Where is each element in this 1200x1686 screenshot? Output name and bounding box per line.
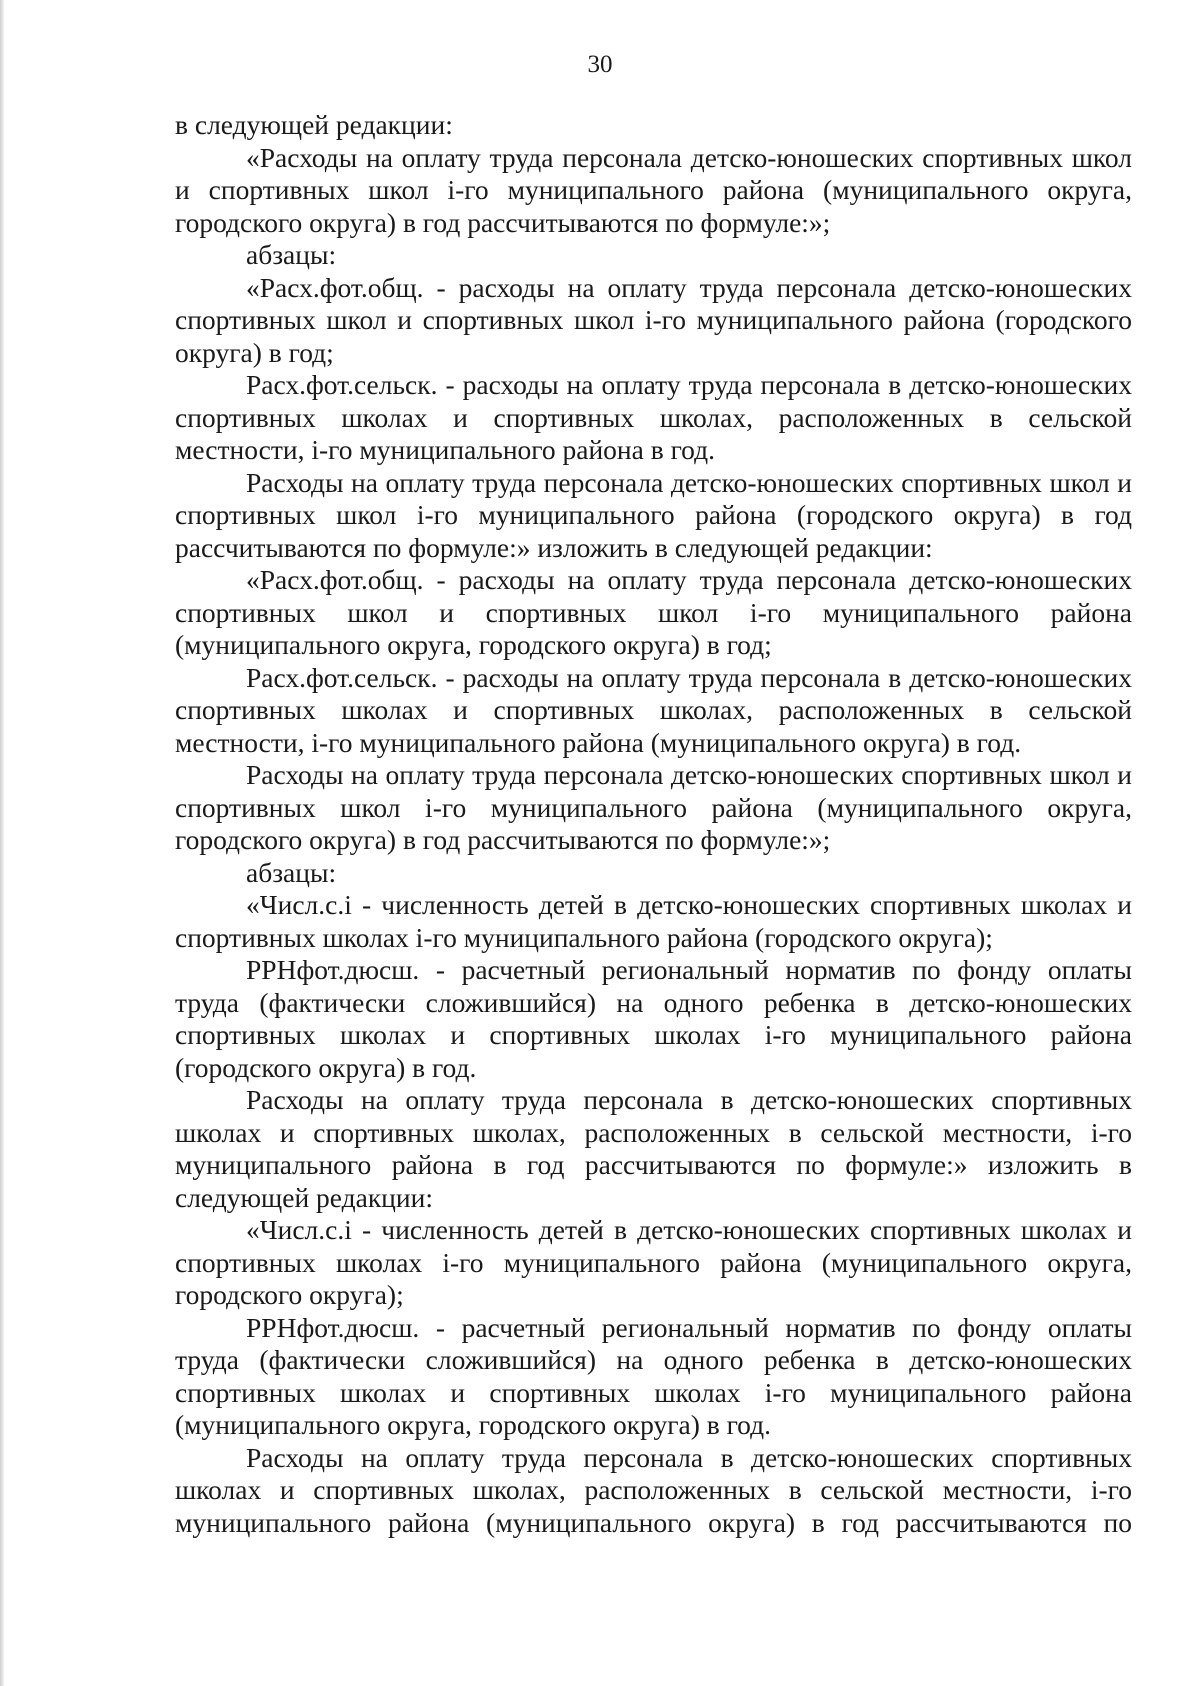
- paragraph: «Расходы на оплату труда персонала детско-юношеских спортивных школ и спортивных школ i-го муниципального района (муниципального округа, городского округа) в год рассчитываются по формуле:»;: [175, 141, 1132, 238]
- paragraph: «Расх.фот.общ. - расходы на оплату труда персонала детско-юношеских спортивных школ и спортивных школ i-го муниципального района (городского округа) в год;: [175, 271, 1132, 368]
- scan-edge: [0, 0, 4, 1686]
- paragraph: «Числ.с.i - численность детей в детско-юношеских спортивных школах и спортивных школах i-го муниципального района (муниципального округа, городского округа);: [175, 1214, 1132, 1310]
- paragraph: «Расх.фот.общ. - расходы на оплату труда персонала детско-юношеских спортивных школ и спортивных школ i-го муниципального района (муниципального округа, городского округа) в год;: [175, 564, 1132, 660]
- paragraph: абзацы:: [246, 239, 337, 270]
- paragraph: абзацы:: [246, 856, 337, 888]
- paragraph: РРНфот.дюсш. - расчетный региональный норматив по фонду оплаты труда (фактически сложившийся) на одного ребенка в детско-юношеских спортивных школах и спортивных школах i-го муниципального района (городского округа) в год.: [175, 954, 1132, 1083]
- paragraph: Расх.фот.сельск. - расходы на оплату труда персонала в детско-юношеских спортивных школах и спортивных школах, расположенных в сельской местности, i-го муниципального района (муниципального округа) в год.: [175, 661, 1132, 758]
- paragraph: Расходы на оплату труда персонала детско-юношеских спортивных школ и спортивных школ i-го муниципального района (муниципального округа, городского округа) в год рассчитываются по формуле:»;: [175, 759, 1132, 855]
- document-body: [175, 109, 1132, 1539]
- paragraph: Расходы на оплату труда персонала в детско-юношеских спортивных школах и спортивных школах, расположенных в сельской местности, i-го муниципального района в год рассчитываются по формуле:» изложить в следующей редакции:: [175, 1084, 1132, 1213]
- paragraph: «Числ.с.i - численность детей в детско-юношеских спортивных школах и спортивных школах i-го муниципального района (городского округа);: [175, 889, 1132, 953]
- paragraph: РРНфот.дюсш. - расчетный региональный норматив по фонду оплаты труда (фактически сложившийся) на одного ребенка в детско-юношеских спортивных школах и спортивных школах i-го муниципального района (муниципального округа, городского округа) в год.: [175, 1311, 1132, 1440]
- paragraph: в следующей редакции:: [175, 109, 453, 140]
- paragraph: Расх.фот.сельск. - расходы на оплату труда персонала в детско-юношеских спортивных школах и спортивных школах, расположенных в сельской местности, i-го муниципального района в год.: [175, 369, 1132, 465]
- paragraph: Расходы на оплату труда персонала детско-юношеских спортивных школ и спортивных школ i-го муниципального района (городского округа) в год рассчитываются по формуле:» изложить в следующей редакции:: [175, 466, 1132, 563]
- paragraph-continued: Расходы на оплату труда персонала в детско-юношеских спортивных школах и спортивных школах, расположенных в сельской местности, i-го муниципального района (муниципального округа) в год рассчитываются по: [175, 1441, 1132, 1538]
- page-number: 30: [587, 51, 613, 78]
